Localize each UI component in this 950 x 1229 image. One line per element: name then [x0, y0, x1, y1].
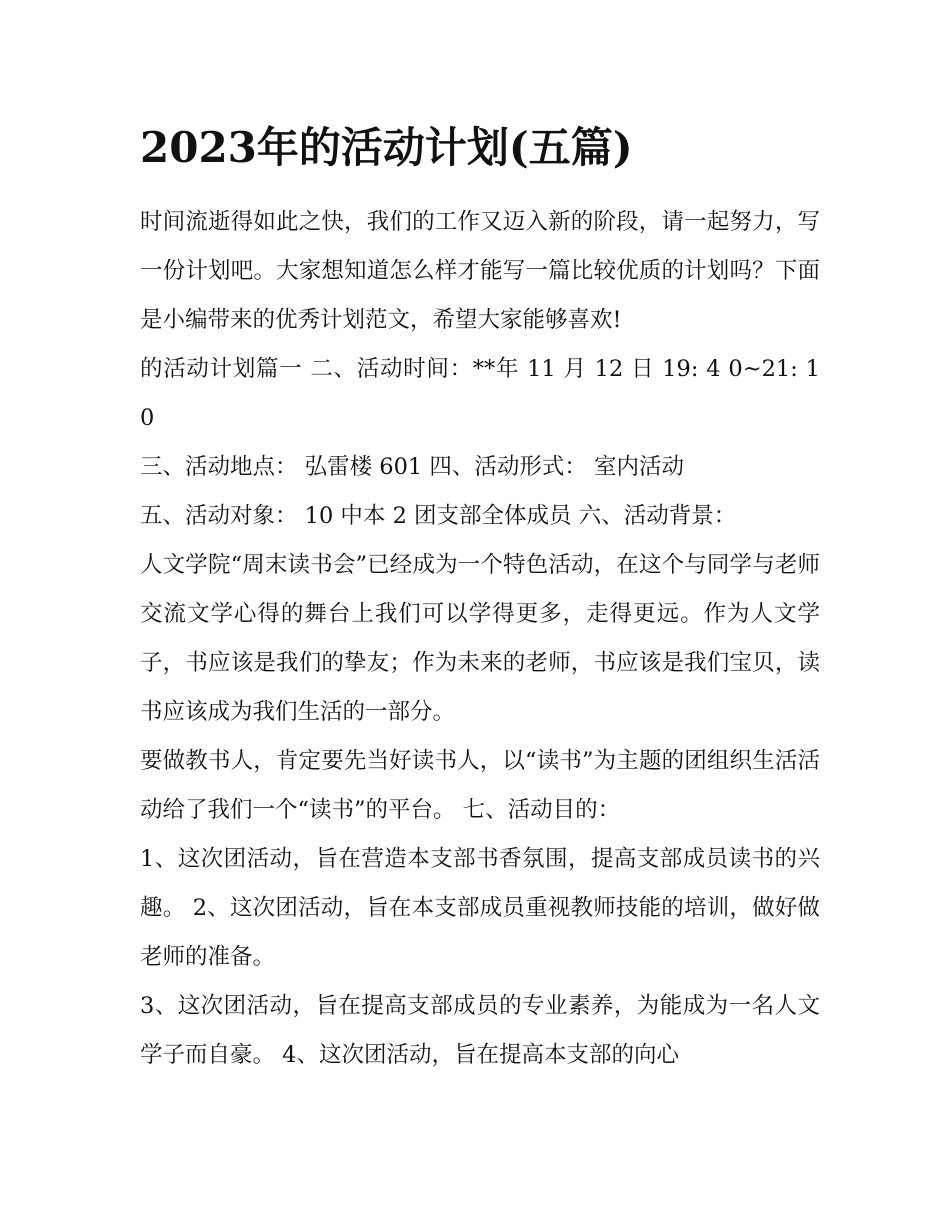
- document-title: 2023年的活动计划(五篇): [140, 123, 633, 172]
- paragraph-purpose-3-4: 3、这次团活动，旨在提高支部成员的专业素养，为能成为一名人文学子而自豪。 4、这次团活动，旨在提高本支部的向心: [140, 993, 820, 1068]
- document-page: [140, 118, 820, 1080]
- paragraph-activity-location: 三、活动地点： 弘雷楼 601 四、活动形式： 室内活动: [140, 454, 685, 480]
- paragraph-background: 人文学院“周末读书会”已经成为一个特色活动，在这个与同学与老师交流文学心得的舞台上我们可以学得更多，走得更远。作为人文学子，书应该是我们的挚友；作为未来的老师，书应该是我们宝贝，读书应该成为我们生活的一部分。: [140, 552, 820, 725]
- paragraph-intro: 时间流逝得如此之快，我们的工作又迈入新的阶段，请一起努力，写一份计划吧。大家想知道怎么样才能写一篇比较优质的计划吗？下面是小编带来的优秀计划范文，希望大家能够喜欢!: [140, 209, 820, 333]
- paragraph-activity-target: 五、活动对象： 10 中本 2 团支部全体成员 六、活动背景：: [140, 503, 737, 529]
- paragraph-reading-platform: 要做教书人，肯定要先当好读书人，以“读书”为主题的团组织生活活动给了我们一个“读书”的平台。 七、活动目的：: [140, 748, 820, 823]
- paragraph-purpose-1-2: 1、这次团活动，旨在营造本支部书香氛围，提高支部成员读书的兴趣。 2、这次团活动，旨在本支部成员重视教师技能的培训，做好做老师的准备。: [140, 846, 820, 970]
- paragraph-activity-time: 的活动计划篇一 二、活动时间：**年 11 月 12 日 19: 4 0~21: 1 0: [140, 356, 820, 431]
